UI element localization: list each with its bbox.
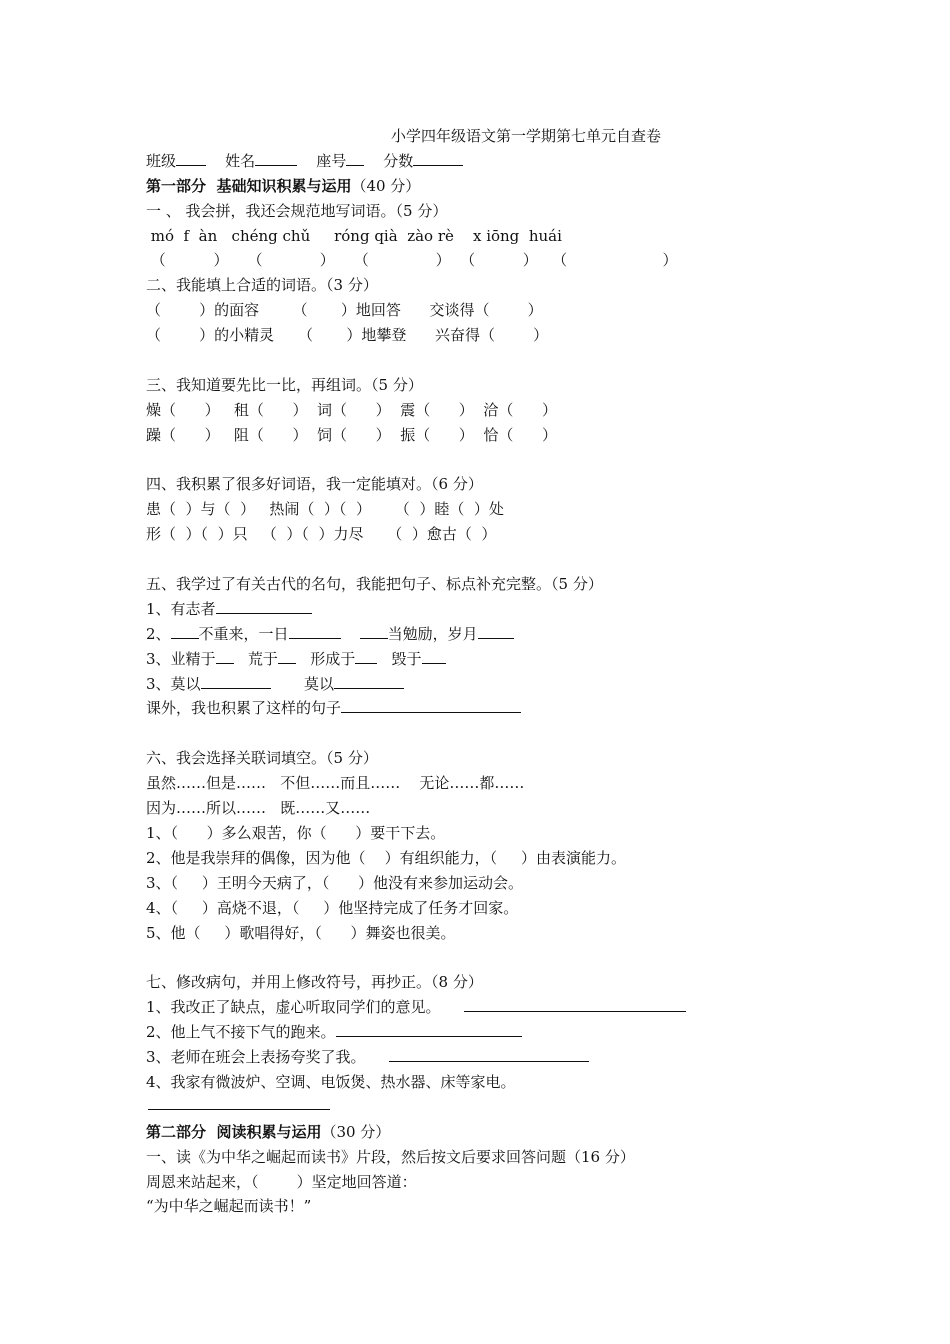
q5-item: [146, 672, 786, 697]
reading-paragraph: “为中华之崛起而读书！”: [146, 1197, 312, 1216]
q7-item: [146, 1020, 786, 1045]
q7-item: 4、我家有微波炉、空调、电饭煲、热水器、床等家电。: [146, 1072, 516, 1091]
q7-sentence: 1、我改正了缺点，虚心听取同学们的意见。: [146, 998, 441, 1017]
q7-item: [146, 995, 786, 1020]
q4-title: 四、我积累了很多好词语，我一定能填对。（6 分）: [146, 475, 483, 494]
q5-item-text: 毁于: [391, 649, 422, 668]
q6-options: 虽然……但是…… 不但……而且…… 无论……都……: [146, 774, 525, 793]
name-label: 姓名: [225, 151, 256, 170]
q5-item-text: 2、: [146, 624, 171, 643]
answer-blank[interactable]: [289, 624, 341, 639]
answer-blank[interactable]: [336, 1022, 522, 1037]
q7-title: 七、修改病句，并用上修改符号，再抄正。（8 分）: [146, 973, 483, 992]
student-info-row: [146, 149, 786, 174]
q5-item-text: 当勉励，岁月: [387, 624, 478, 643]
q2-row[interactable]: （ ）的面容 （ ）地回答 交谈得（ ）: [146, 301, 543, 320]
score-label: 分数: [383, 151, 414, 170]
q5-item: [146, 647, 786, 672]
q3-row[interactable]: 燥（ ） 租（ ） 词（ ） 震（ ） 洽（ ）: [146, 400, 557, 419]
exam-title: 小学四年级语文第一学期第七单元自查卷: [390, 127, 661, 145]
q6-item[interactable]: 5、他（ ）歌唱得好，（ ）舞姿也很美。: [146, 923, 456, 942]
part1-score: （40 分）: [351, 176, 421, 195]
part2-heading: [146, 1120, 786, 1145]
q6-title: 六、我会选择关联词填空。（5 分）: [146, 749, 378, 768]
spacer: [146, 1110, 786, 1120]
answer-blank[interactable]: [216, 599, 312, 614]
q2-row[interactable]: （ ）的小精灵 （ ）地攀登 兴奋得（ ）: [146, 326, 549, 345]
answer-blank[interactable]: [389, 1047, 589, 1062]
q5-item-text: 课外，我也积累了这样的句子: [146, 699, 342, 718]
q5-item-text: 1、有志者: [146, 599, 216, 618]
spacer: [146, 547, 786, 572]
answer-blank[interactable]: [278, 649, 296, 664]
part1-heading: [146, 174, 786, 199]
seat-label: 座号: [316, 151, 347, 170]
q7-sentence: 3、老师在班会上表扬夸奖了我。: [146, 1047, 366, 1066]
part2-title: 第二部分 阅读积累与运用: [146, 1122, 322, 1141]
q6-options: 因为……所以…… 既……又……: [146, 799, 371, 818]
q5-item-text: 不重来，一日: [198, 624, 289, 643]
answer-blank[interactable]: [478, 624, 514, 639]
q1-brackets[interactable]: （ ） （ ） （ ） （ ） （ ）: [146, 251, 678, 270]
q5-item: [146, 622, 786, 647]
answer-blank[interactable]: [355, 649, 377, 664]
answer-blank[interactable]: [464, 997, 686, 1012]
q3-title: 三、我知道要先比一比，再组词。（5 分）: [146, 375, 423, 394]
spacer: [146, 721, 786, 746]
answer-blank[interactable]: [171, 624, 199, 639]
q5-item-text: 莫以: [303, 674, 334, 693]
name-blank[interactable]: [255, 151, 297, 166]
score-blank[interactable]: [413, 151, 463, 166]
q2-title: 二、我能填上合适的词语。（3 分）: [146, 276, 378, 295]
q5-item: [146, 696, 786, 721]
class-label: 班级: [146, 151, 177, 170]
spacer: [146, 448, 786, 473]
q3-row[interactable]: 躁（ ） 阻（ ） 饲（ ） 振（ ） 恰（ ）: [146, 425, 557, 444]
q4-row[interactable]: 形（ ）（ ）只 （ ）（ ）力尽 （ ）愈古（ ）: [146, 525, 497, 544]
answer-blank[interactable]: [422, 649, 446, 664]
q5-item-text: 3、业精于: [146, 649, 216, 668]
q6-item[interactable]: 2、他是我崇拜的偶像，因为他（ ）有组织能力，（ ）由表演能力。: [146, 848, 626, 867]
answer-blank[interactable]: [334, 674, 404, 689]
answer-blank[interactable]: [341, 698, 521, 713]
q1-pinyin: mó f àn chéng chǔ róng qià zào rè x iōng huái: [146, 226, 562, 245]
part2-score: （30 分）: [321, 1122, 391, 1141]
q5-item-text: 荒于: [247, 649, 278, 668]
reading-paragraph[interactable]: 周恩来站起来，（ ）坚定地回答道：: [146, 1172, 417, 1191]
q4-row[interactable]: 患（ ）与（ ） 热闹（ ）（ ） （ ）睦（ ）处: [146, 500, 504, 519]
q7-sentence: 2、他上气不接下气的跑来。: [146, 1023, 336, 1042]
reading-title: 一、读《为中华之崛起而读书》片段，然后按文后要求回答问题（16 分）: [146, 1147, 635, 1166]
q5-title: 五、我学过了有关古代的名句，我能把句子、标点补充完整。（5 分）: [146, 575, 603, 594]
answer-blank[interactable]: [201, 674, 271, 689]
q6-item[interactable]: 1、（ ）多么艰苦，你（ ）要干下去。: [146, 823, 446, 842]
seat-blank[interactable]: [346, 151, 364, 166]
q5-item-text: 3、莫以: [146, 674, 201, 693]
part1-title: 第一部分 基础知识积累与运用: [146, 176, 352, 195]
answer-blank[interactable]: [360, 624, 388, 639]
answer-blank[interactable]: [216, 649, 234, 664]
q7-item: [146, 1045, 786, 1070]
q5-item-text: 形成于: [310, 649, 356, 668]
q5-item: [146, 597, 786, 622]
q1-title: 一 、 我会拼，我还会规范地写词语。（5 分）: [146, 201, 448, 220]
spacer: [146, 945, 786, 970]
class-blank[interactable]: [176, 151, 206, 166]
exam-page: [146, 124, 786, 1219]
q6-item[interactable]: 3、（ ）王明今天病了，（ ）他没有来参加运动会。: [146, 873, 523, 892]
spacer: [146, 348, 786, 373]
q6-item[interactable]: 4、（ ）高烧不退，（ ）他坚持完成了任务才回家。: [146, 898, 519, 917]
